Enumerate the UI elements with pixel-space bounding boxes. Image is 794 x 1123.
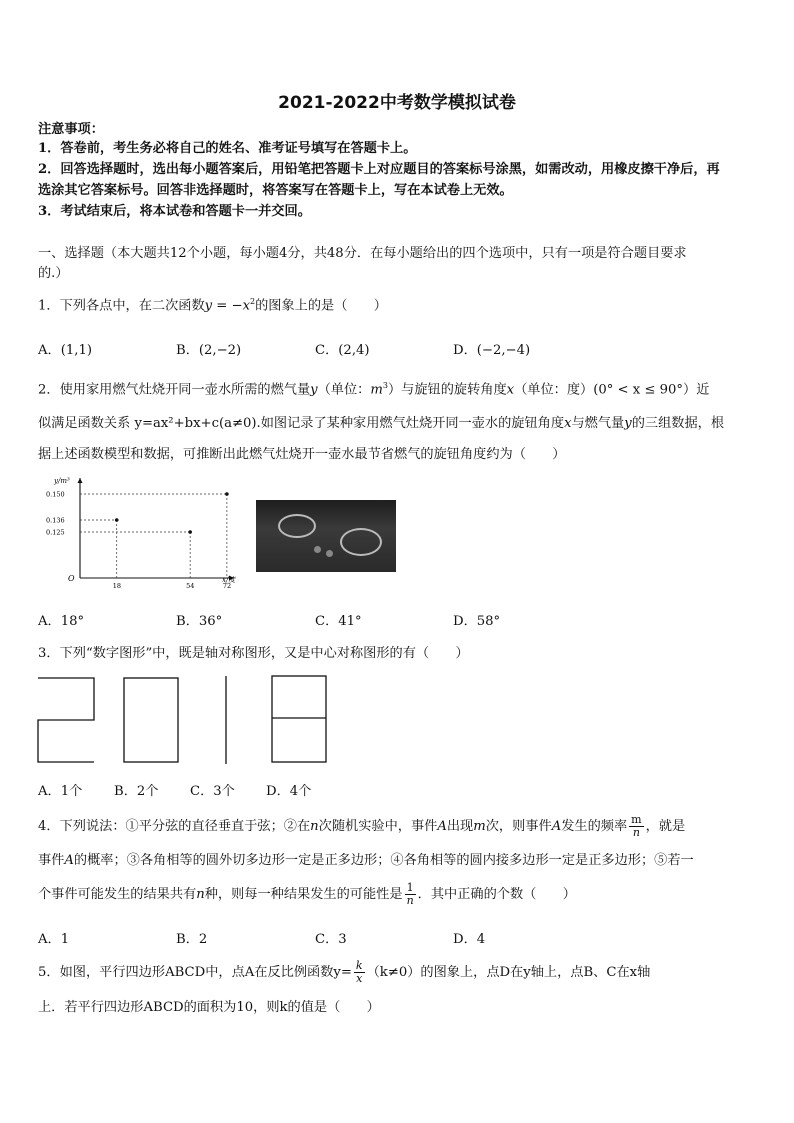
notes-heading: 注意事项： bbox=[38, 122, 104, 137]
x-tick-label-1: 54 bbox=[186, 582, 195, 590]
question-4-line-1: 4．下列说法：①平分弦的直径垂直于弦；②在n次随机实验中，事件A出现m次，则事件A发生的频率 $\frac{m}{n}$ ，就是 bbox=[38, 813, 686, 840]
page-title: 2021-2022中考数学模拟试卷 bbox=[278, 93, 516, 113]
note-item-2-cont: 选涂其它答案标号。回答非选择题时，将答案写在答题卡上，写在本试卷上无效。 bbox=[38, 183, 513, 198]
question-5-line-2: 上．若平行四边形ABCD的面积为10，则k的值是（ ） bbox=[38, 1000, 380, 1015]
q2-option-c: C．41° bbox=[315, 614, 362, 629]
note-item-3: 3．考试结束后，将本试卷和答题卡一并交回。 bbox=[38, 204, 311, 219]
q4-option-b: B．2 bbox=[176, 932, 208, 947]
data-point-1 bbox=[188, 530, 192, 534]
question-4-line-3: 个事件可能发生的结果共有n种，则每一种结果发生的可能性是 $\frac{1}{n}$ ．其中正确的个数（ ） bbox=[38, 881, 576, 908]
q2-option-b: B．36° bbox=[176, 614, 223, 629]
y-tick-label-2: 0.125 bbox=[46, 528, 65, 537]
note-item-1: 1．答卷前，考生务必将自己的姓名、准考证号填写在答题卡上。 bbox=[38, 141, 417, 156]
section1-header: 一、选择题（本大题共12个小题，每小题4分，共48分．在每小题给出的四个选项中，只有一项是符合题目要求 bbox=[38, 246, 687, 261]
question-2-line-1: 2．使用家用燃气灶烧开同一壶水所需的燃气量y（单位：$m^3$）与旋钮的旋转角度x（单位：度）(0° < x ≤ 90°）近 bbox=[38, 381, 710, 398]
y-tick-label-1: 0.136 bbox=[46, 516, 65, 525]
question-1: 1．下列各点中，在二次函数$y = -x^2$的图象上的是（ ） bbox=[38, 297, 387, 314]
data-point-0 bbox=[115, 518, 119, 522]
knob-left bbox=[314, 546, 321, 553]
q3-option-c: C．3个 bbox=[190, 784, 235, 799]
digit-two-figure bbox=[38, 678, 94, 762]
section1-header-cont: 的.） bbox=[38, 266, 69, 281]
y-tick-label-0: 0.150 bbox=[46, 490, 65, 499]
question-5-line-1: 5．如图，平行四边形ABCD中，点A在反比例函数y= $\frac{k}{x}$ （k≠0）的图象上，点D在y轴上，点B、C在x轴 bbox=[38, 959, 651, 986]
origin-label: O bbox=[68, 574, 75, 583]
digit-zero-figure bbox=[124, 678, 178, 762]
q1-option-a: A．(1,1) bbox=[38, 343, 92, 358]
fraction-k-over-x: $\frac{k}{x}$ bbox=[355, 959, 363, 986]
x-tick-label-2: 72 bbox=[222, 582, 232, 590]
q2-option-a: A．18° bbox=[38, 614, 85, 629]
y-axis-arrow bbox=[78, 478, 83, 483]
question-3: 3．下列“数字图形”中，既是轴对称图形，又是中心对称图形的有（ ） bbox=[38, 646, 469, 661]
q4-option-d: D．4 bbox=[453, 932, 486, 947]
x-axis-label: x/度 bbox=[222, 576, 236, 584]
q4-option-a: A．1 bbox=[38, 932, 70, 947]
q1-option-c: C．(2,4) bbox=[315, 343, 370, 358]
q1-option-b: B．(2,−2) bbox=[176, 343, 242, 358]
left-burner bbox=[278, 514, 316, 538]
q3-option-a: A．1个 bbox=[38, 784, 83, 799]
fraction-1-over-n: $\frac{1}{n}$ bbox=[406, 881, 414, 908]
digit-figures bbox=[36, 674, 336, 768]
q4-option-c: C．3 bbox=[315, 932, 347, 947]
gas-stove-photo bbox=[256, 500, 396, 572]
question-2-line-2: 似满足函数关系 y=ax²+bx+c(a≠0).如图记录了某种家用燃气灶烧开同一壶水的旋钮角度x与燃气量y的三组数据，根 bbox=[38, 416, 725, 431]
question-2-line-3: 据上述函数模型和数据，可推断出此燃气灶烧开一壶水最节省燃气的旋钮角度约为（ ） bbox=[38, 447, 566, 462]
digit-eight-figure bbox=[272, 676, 326, 762]
right-burner bbox=[340, 528, 382, 556]
note-item-2: 2．回答选择题时，选出每小题答案后，用铅笔把答题卡上对应题目的答案标号涂黑，如需改动，用橡皮擦干净后，再 bbox=[38, 162, 720, 177]
gas-usage-chart bbox=[44, 474, 250, 592]
q1-option-d: D．(−2,−4) bbox=[453, 343, 531, 358]
x-tick-label-0: 18 bbox=[112, 582, 122, 590]
data-point-2 bbox=[225, 492, 229, 496]
q3-option-b: B．2个 bbox=[114, 784, 159, 799]
fraction-m-over-n: $\frac{m}{n}$ bbox=[631, 813, 642, 840]
q3-option-d: D．4个 bbox=[266, 784, 312, 799]
y-axis-label: y/m³ bbox=[54, 477, 70, 485]
q2-option-d: D．58° bbox=[453, 614, 501, 629]
knob-right bbox=[326, 550, 333, 557]
question-4-line-2: 事件A的概率；③各角相等的圆外切多边形一定是正多边形；④各角相等的圆内接多边形一定是正多边形；⑤若一 bbox=[38, 853, 694, 868]
q1-function: y = −x bbox=[204, 298, 251, 314]
